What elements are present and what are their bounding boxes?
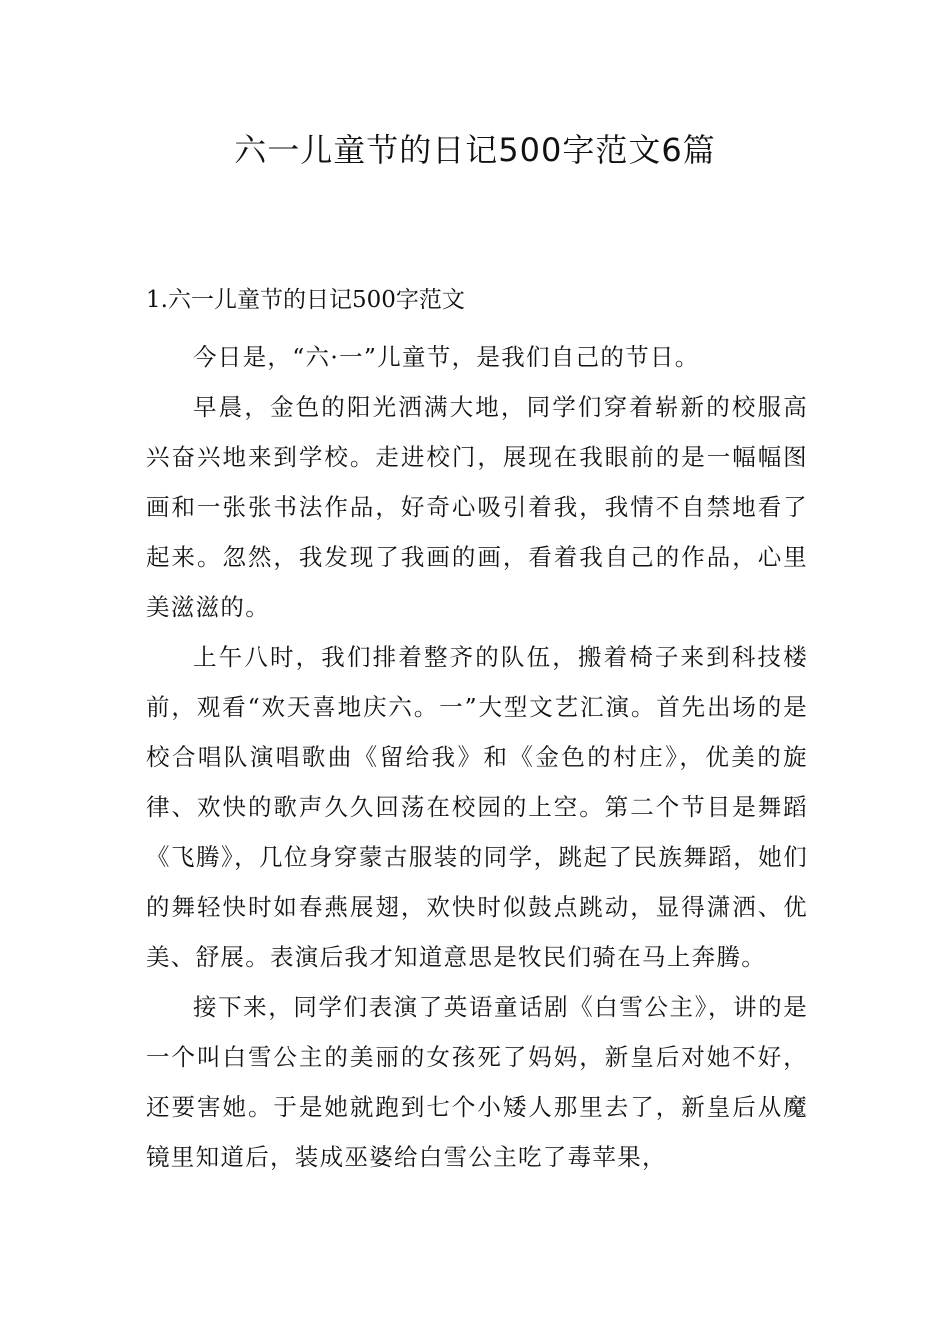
paragraph: 接下来，同学们表演了英语童话剧《白雪公主》，讲的是一个叫白雪公主的美丽的女孩死了妈妈，新皇后对她不好，还要害她。于是她就跑到七个小矮人那里去了，新皇后从魔镜里知道后，装成巫婆给白雪公主吃了毒苹果， — [146, 993, 808, 1171]
document-title: 六一儿童节的日记500字范文6篇 — [234, 131, 716, 169]
section-heading: 1.六一儿童节的日记500字范文 — [146, 287, 465, 313]
document-body — [146, 332, 808, 1182]
paragraph: 早晨，金色的阳光洒满大地，同学们穿着崭新的校服高兴奋兴地来到学校。走进校门，展现在我眼前的是一幅幅图画和一张张书法作品，好奇心吸引着我，我情不自禁地看了起来。忽然，我发现了我画的画，看着我自己的作品，心里美滋滋的。 — [146, 393, 808, 621]
paragraph: 今日是，“六·一”儿童节，是我们自己的节日。 — [193, 343, 700, 371]
paragraph: 上午八时，我们排着整齐的队伍，搬着椅子来到科技楼前，观看“欢天喜地庆六。一”大型文艺汇演。首先出场的是校合唱队演唱歌曲《留给我》和《金色的村庄》，优美的旋律、欢快的歌声久久回荡在校园的上空。第二个节目是舞蹈《飞腾》，几位身穿蒙古服装的同学，跳起了民族舞蹈，她们的舞轻快时如春燕展翅，欢快时似鼓点跳动，显得潇洒、优美、舒展。表演后我才知道意思是牧民们骑在马上奔腾。 — [146, 643, 808, 971]
